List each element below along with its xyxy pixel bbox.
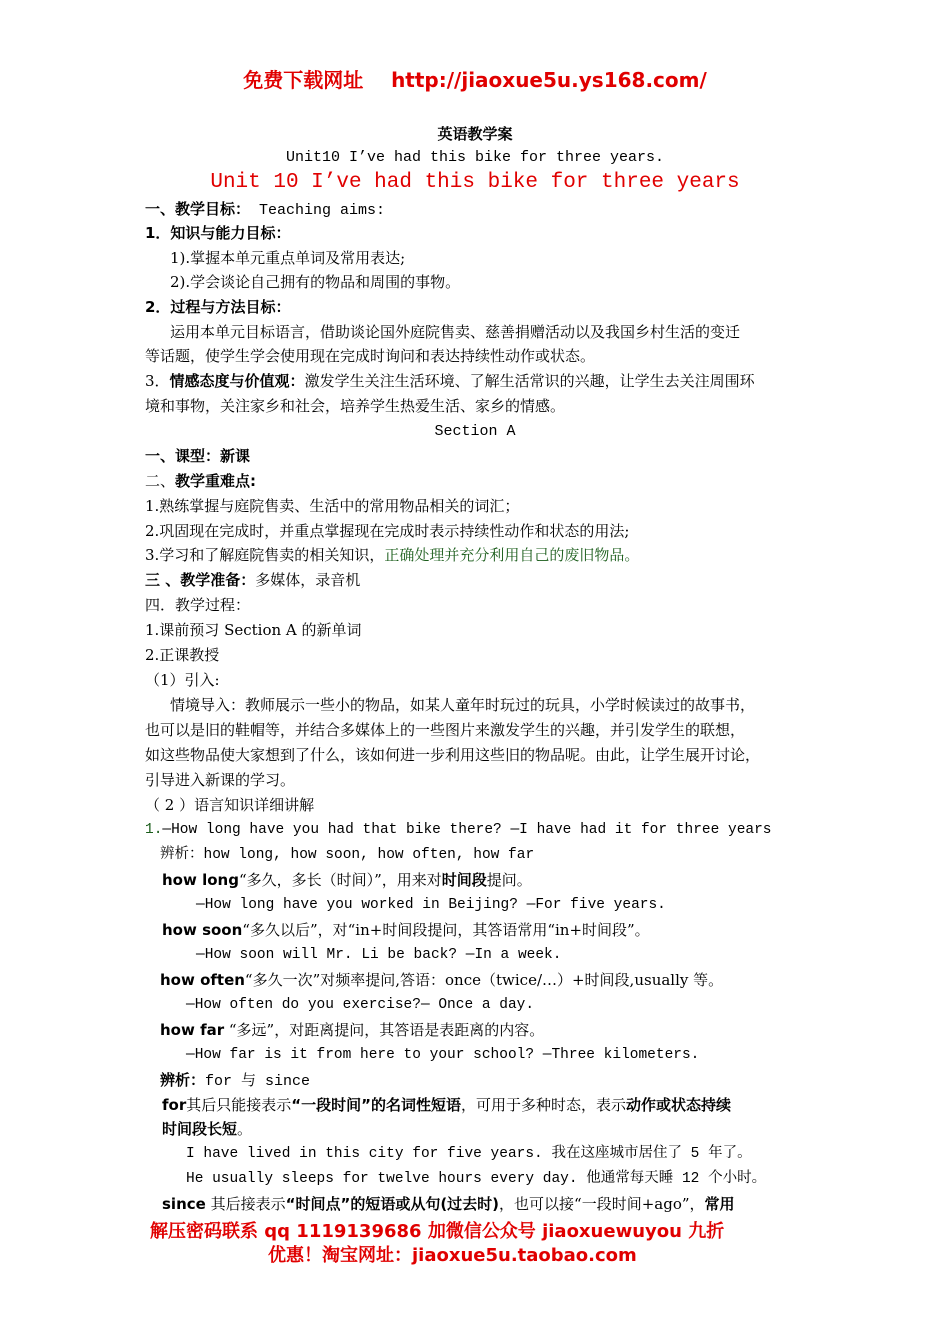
emotion-heading: 情感态度与价值观： — [169, 372, 305, 390]
download-url-link[interactable]: http://jiaoxue5u.ys168.com/ — [391, 68, 707, 92]
how-soon-term: how soon — [162, 921, 243, 939]
emotion-number: 3． — [145, 372, 170, 390]
footer-line-2: 优惠！淘宝网址：jiaoxue5u.taobao.com — [268, 1245, 637, 1266]
aims-heading-en: Teaching aims: — [250, 202, 386, 219]
how-far-desc: “多远”，对距离提问，其答语是表距离的内容。 — [224, 1021, 545, 1039]
how-often-line — [160, 968, 723, 992]
diff-how: 辨析：how long, how soon, how often, how far — [160, 847, 535, 863]
process-heading: 2．过程与方法目标： — [145, 298, 291, 316]
since-emph: “时间点”的短语或从句(过去时) — [285, 1195, 500, 1213]
key-difficulty-1: 1.熟练掌握与庭院售卖、生活中的常用物品相关的词汇； — [145, 497, 520, 515]
footer-line-1: 解压密码联系 qq 1119139686 加微信公众号 jiaoxuewuyou 九折 — [150, 1221, 725, 1242]
intro-heading: （1）引入: — [145, 671, 220, 689]
diff-for-since — [160, 1068, 310, 1094]
how-soon-line — [162, 918, 650, 942]
question-1 — [145, 818, 772, 842]
section-heading: Section A — [434, 423, 516, 440]
how-long-desc: “多久，多长（时间）”，用来对 — [238, 871, 442, 889]
preparation-value: 多媒体，录音机 — [255, 571, 361, 589]
intro-text-2: 也可以是旧的鞋帽等，并结合多媒体上的一些图片来激发学生的兴趣，并引发学生的联想， — [145, 721, 746, 739]
preparation-label: 三 、教学准备： — [145, 571, 256, 589]
download-banner — [0, 68, 950, 92]
question-1-text: —How long have you had that bike there? —I have had it for three years — [162, 822, 772, 838]
knowledge-heading: 1．知识与能力目标： — [145, 224, 291, 242]
for-example-2: He usually sleeps for twelve hours every day. 他通常每天睡 12 个小时。 — [186, 1171, 767, 1187]
for-end: 。 — [237, 1120, 253, 1138]
aims-heading-cn: 一、教学目标： — [145, 200, 251, 218]
for-emph-3: 时间段长短 — [162, 1120, 238, 1138]
intro-text-3: 如这些物品使大家想到了什么，该如何进一步利用这些旧的物品呢。由此，让学生展开讨论， — [145, 746, 761, 764]
download-label: 免费下载网址 — [243, 68, 364, 92]
how-soon-example: —How soon will Mr. Li be back? —In a week. — [196, 947, 562, 963]
key-difficulty-3 — [145, 543, 639, 567]
how-often-example: —How often do you exercise?— Once a day. — [186, 997, 535, 1013]
for-desc-b: ，可用于多种时态，表示 — [460, 1096, 626, 1114]
key-difficulty-2: 2.巩固现在完成时，并重点掌握现在完成时表示持续性动作和状态的用法; — [145, 522, 630, 540]
since-desc-a: 其后接表示 — [205, 1195, 286, 1213]
unit-title: Unit 10 I’ve had this bike for three years — [210, 171, 740, 194]
how-long-term: how long — [162, 871, 239, 889]
for-emph-1: “一段时间”的名词性短语 — [291, 1096, 461, 1114]
since-line — [162, 1192, 735, 1216]
aims-heading — [145, 197, 385, 223]
procedure-heading: 四．教学过程： — [145, 596, 251, 614]
how-long-line — [162, 868, 532, 892]
procedure-step-2: 2.正课教授 — [145, 646, 220, 664]
question-1-number: 1. — [145, 822, 163, 838]
how-long-example: —How long have you worked in Beijing? —For five years. — [196, 897, 666, 913]
how-far-line — [160, 1018, 544, 1042]
doc-subtitle: Unit10 I’ve had this bike for three years. — [285, 149, 665, 166]
since-desc-b: ，也可以接“一段时间+ago”， — [499, 1195, 705, 1213]
key-difficulty-number: 二、 — [145, 472, 176, 490]
emotion-text-2: 境和事物，关注家乡和社会，培养学生热爱生活、家乡的情感。 — [145, 397, 566, 415]
for-line-1 — [162, 1093, 731, 1117]
for-line-2 — [162, 1117, 252, 1141]
intro-text-1: 情境导入：教师展示一些小的物品，如某人童年时玩过的玩具，小学时候读过的故事书， — [170, 696, 756, 714]
process-text-2: 等话题，使学生学会使用现在完成时询问和表达持续性动作或状态。 — [145, 347, 596, 365]
key-difficulty-heading — [145, 469, 256, 493]
detail-heading: （ 2 ）语言知识详细讲解 — [145, 796, 315, 814]
doc-title: 英语教学案 — [437, 125, 513, 143]
intro-text-4: 引导进入新课的学习。 — [145, 771, 296, 789]
for-term: for — [162, 1096, 187, 1114]
how-soon-desc: “多久以后”，对“in+时间段提问，其答语常用“in+时间段”。 — [242, 921, 650, 939]
since-end: 常用 — [704, 1195, 735, 1213]
since-term: since — [162, 1195, 206, 1213]
diff-for-since-terms: for 与 since — [205, 1073, 311, 1090]
emotion-line-1 — [145, 369, 755, 393]
knowledge-item-2: 2).学会谈论自己拥有的物品和周围的事物。 — [170, 273, 461, 291]
preparation — [145, 568, 360, 592]
process-text-1: 运用本单元目标语言，借助谈论国外庭院售卖、慈善捐赠活动以及我国乡村生活的变迁 — [170, 323, 741, 341]
key-difficulty-3-a: 3.学习和了解庭院售卖的相关知识， — [145, 546, 385, 564]
how-often-desc: “多久一次”对频率提问,答语：once（twice/…）+时间段,usually 等。 — [244, 971, 724, 989]
how-far-example: —How far is it from here to your school? —Three kilometers. — [186, 1047, 700, 1063]
lesson-type: 一、课型：新课 — [145, 447, 251, 465]
for-desc-a: 其后只能接表示 — [186, 1096, 292, 1114]
for-emph-2: 动作或状态持续 — [625, 1096, 731, 1114]
procedure-step-1: 1.课前预习 Section A 的新单词 — [145, 621, 362, 639]
knowledge-item-1: 1).掌握本单元重点单词及常用表达; — [170, 249, 406, 267]
how-often-term: how often — [160, 971, 245, 989]
how-long-emph: 时间段 — [441, 871, 487, 889]
emotion-text-1: 激发学生关注生活环境、了解生活常识的兴趣，让学生去关注周围环 — [304, 372, 755, 390]
diff-for-since-label: 辨析： — [160, 1071, 206, 1089]
how-long-end: 提问。 — [486, 871, 532, 889]
key-difficulty-label: 教学重难点: — [175, 472, 257, 490]
for-example-1: I have lived in this city for five years. 我在这座城市居住了 5 年了。 — [186, 1146, 752, 1162]
how-far-term: how far — [160, 1021, 225, 1039]
key-difficulty-3-b: 正确处理并充分利用自己的废旧物品。 — [384, 546, 640, 564]
